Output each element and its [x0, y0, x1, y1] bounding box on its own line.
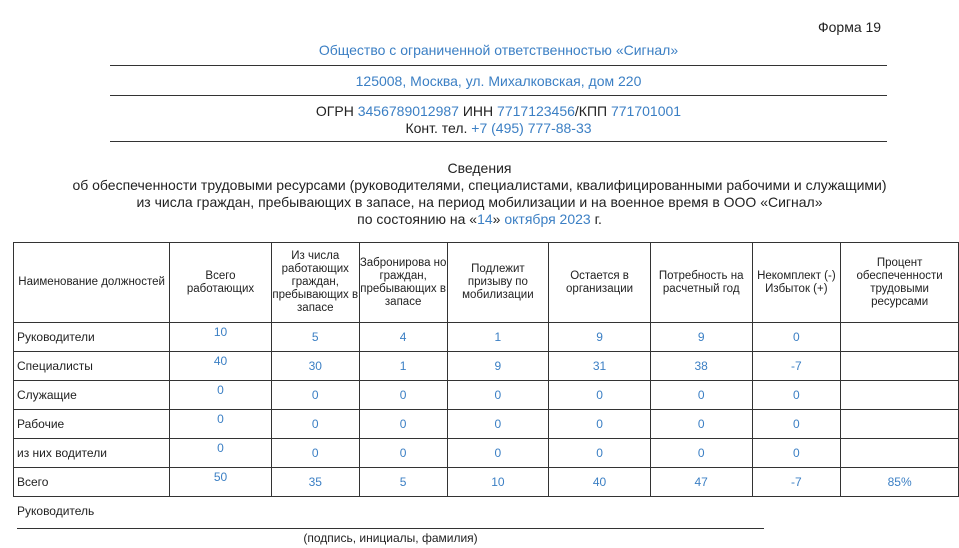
- table-cell: 0: [549, 381, 651, 410]
- table-cell: 31: [549, 352, 651, 381]
- doc-subtitle-1: об обеспеченности трудовыми ресурсами (руководителями, специалистами, квалифицированными рабочими и служащими): [72, 177, 887, 193]
- table-cell: 40: [170, 352, 272, 381]
- col-header: Процент обеспеченности трудовыми ресурсами: [841, 243, 959, 323]
- table-row: [14, 323, 959, 352]
- table-cell: 1: [359, 352, 447, 381]
- table-cell: 50: [170, 468, 272, 497]
- table-cell: -7: [752, 352, 841, 381]
- table-cell: 0: [447, 410, 549, 439]
- col-header: Некомплект (-) Избыток (+): [752, 243, 841, 323]
- date-prefix: по состоянию на «: [357, 211, 478, 227]
- row-label: Всего: [14, 468, 170, 497]
- col-header: Остается в организации: [549, 243, 651, 323]
- date-month-year: октября 2023: [504, 211, 591, 227]
- phone-value: +7 (495) 777-88-33: [471, 120, 592, 136]
- table-cell: 9: [447, 352, 549, 381]
- table-cell: 5: [359, 468, 447, 497]
- table-cell: [841, 439, 959, 468]
- col-header: Из числа работающих граждан, пребывающих в запасе: [271, 243, 359, 323]
- table-row: [14, 410, 959, 439]
- row-label: из них водители: [14, 439, 170, 468]
- kpp-value: 771701001: [610, 103, 682, 119]
- table-row: [14, 352, 959, 381]
- table-cell: 35: [271, 468, 359, 497]
- row-label: Служащие: [14, 381, 170, 410]
- table-cell: 1: [447, 323, 549, 352]
- org-contact: [110, 120, 887, 136]
- table-row: [14, 468, 959, 497]
- table-cell: 10: [447, 468, 549, 497]
- table-cell: 0: [170, 410, 272, 439]
- table-cell: 0: [359, 439, 447, 468]
- ogrn-value: 3456789012987: [357, 103, 459, 119]
- doc-title: Сведения: [447, 160, 512, 176]
- col-header: Всего работающих: [170, 243, 272, 323]
- date-suffix: г.: [590, 211, 602, 227]
- table-cell: [841, 352, 959, 381]
- table-cell: 85%: [841, 468, 959, 497]
- table-cell: 0: [752, 439, 841, 468]
- table-cell: 0: [170, 381, 272, 410]
- ogrn-label: ОГРН: [315, 103, 354, 119]
- table-cell: 0: [549, 410, 651, 439]
- resources-table: [13, 242, 959, 497]
- table-header-row: [14, 243, 959, 323]
- table-cell: 47: [650, 468, 752, 497]
- table-cell: 0: [359, 410, 447, 439]
- row-label: Рабочие: [14, 410, 170, 439]
- doc-subtitle-2: из числа граждан, пребывающих в запасе, на период мобилизации и на военное время в ООО «Сигнал»: [136, 194, 823, 210]
- divider: [110, 65, 887, 66]
- table-cell: 0: [752, 323, 841, 352]
- form-number: Форма 19: [818, 19, 882, 35]
- col-header: Наименование должностей: [14, 243, 170, 323]
- date-day: 14: [477, 211, 493, 227]
- table-cell: 0: [650, 410, 752, 439]
- table-cell: 38: [650, 352, 752, 381]
- table-cell: 0: [170, 439, 272, 468]
- kpp-label: /КПП: [574, 103, 608, 119]
- signature-line: [17, 528, 764, 529]
- table-cell: [841, 323, 959, 352]
- table-cell: [841, 381, 959, 410]
- row-label: Руководители: [14, 323, 170, 352]
- org-name: Общество с ограниченной ответственностью «Сигнал»: [318, 42, 679, 58]
- table-cell: 0: [447, 381, 549, 410]
- inn-label: ИНН: [462, 103, 494, 119]
- table-cell: 10: [170, 323, 272, 352]
- phone-label: Конт. тел.: [405, 120, 468, 136]
- col-header: Забронирова но граждан, пребывающих в запасе: [359, 243, 447, 323]
- table-cell: 4: [359, 323, 447, 352]
- signature-caption: (подпись, инициалы, фамилия): [303, 531, 478, 545]
- table-cell: 0: [752, 410, 841, 439]
- table-cell: 0: [271, 381, 359, 410]
- org-requisites: [110, 103, 887, 119]
- table-row: [14, 381, 959, 410]
- table-cell: 0: [271, 410, 359, 439]
- date-mid: »: [492, 211, 505, 227]
- table-cell: 0: [359, 381, 447, 410]
- signature-label: Руководитель: [17, 504, 95, 518]
- table-cell: 9: [650, 323, 752, 352]
- table-cell: 0: [752, 381, 841, 410]
- table-row: [14, 439, 959, 468]
- table-cell: 0: [447, 439, 549, 468]
- org-address: 125008, Москва, ул. Михалковская, дом 220: [355, 73, 642, 89]
- table-cell: 40: [549, 468, 651, 497]
- row-label: Специалисты: [14, 352, 170, 381]
- inn-value: 7717123456: [497, 103, 575, 119]
- table-cell: 0: [549, 439, 651, 468]
- table-cell: 9: [549, 323, 651, 352]
- col-header: Подлежит призыву по мобилизации: [447, 243, 549, 323]
- table-cell: 0: [650, 439, 752, 468]
- col-header: Потребность на расчетный год: [650, 243, 752, 323]
- doc-date: [0, 211, 959, 228]
- table-cell: [841, 410, 959, 439]
- table-cell: 30: [271, 352, 359, 381]
- divider: [110, 95, 887, 96]
- table-cell: -7: [752, 468, 841, 497]
- table-cell: 0: [650, 381, 752, 410]
- table-cell: 5: [271, 323, 359, 352]
- divider: [110, 141, 887, 142]
- table-cell: 0: [271, 439, 359, 468]
